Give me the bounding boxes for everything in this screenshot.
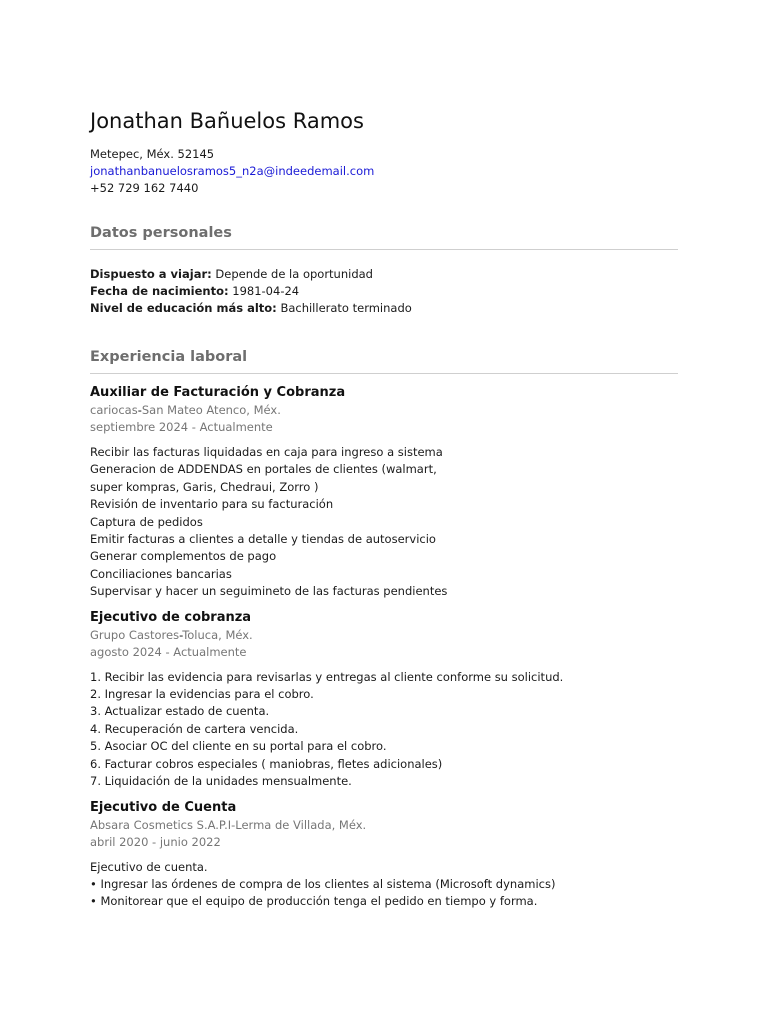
personal-row-travel xyxy=(90,266,678,283)
job-description-line: 2. Ingresar la evidencias para el cobro. xyxy=(90,687,314,702)
job-location: Lerma de Villada, Méx. xyxy=(235,817,367,832)
job-description-line: • Monitorear que el equipo de producción tenga el pedido en tiempo y forma. xyxy=(90,894,538,909)
job-company-line xyxy=(90,817,678,834)
personal-label: Nivel de educación más alto: xyxy=(90,301,277,315)
separator: - xyxy=(137,403,142,417)
job-company: cariocas xyxy=(90,403,138,417)
personal-value: 1981-04-24 xyxy=(232,284,300,298)
job-location: San Mateo Atenco, Méx. xyxy=(141,403,281,417)
job-entry xyxy=(90,799,678,911)
separator: - xyxy=(231,817,236,832)
personal-row-education xyxy=(90,300,678,317)
job-company: Absara Cosmetics S.A.P.I xyxy=(90,817,232,832)
job-description-line: Captura de pedidos xyxy=(90,514,203,529)
job-company-line xyxy=(90,627,678,644)
job-description xyxy=(90,669,678,791)
experience-section-title: Experiencia laboral xyxy=(90,347,678,374)
personal-label: Fecha de nacimiento: xyxy=(90,284,229,298)
job-location: Toluca, Méx. xyxy=(182,627,253,642)
job-title: Ejecutivo de cobranza xyxy=(90,609,252,625)
job-description-line: 3. Actualizar estado de cuenta. xyxy=(90,704,270,719)
job-company: Grupo Castores xyxy=(90,627,180,642)
job-description xyxy=(90,859,678,911)
experience-section xyxy=(90,347,678,911)
job-description-line: Recibir las facturas liquidadas en caja para ingreso a sistema xyxy=(90,445,443,459)
job-description-line: Emitir facturas a clientes a detalle y tiendas de autoservicio xyxy=(90,532,436,547)
personal-value: Depende de la oportunidad xyxy=(215,267,373,281)
job-description xyxy=(90,444,678,601)
job-entry xyxy=(90,609,678,791)
personal-row-birthdate xyxy=(90,283,678,300)
job-company-line xyxy=(90,402,678,419)
job-description-line: Conciliaciones bancarias xyxy=(90,566,232,581)
job-description-line: 6. Facturar cobros especiales ( maniobras, fletes adicionales) xyxy=(90,756,443,771)
job-description-line: Generacion de ADDENDAS en portales de clientes (walmart, xyxy=(90,462,437,477)
job-description-line: • Ingresar las órdenes de compra de los clientes al sistema (Microsoft dynamics) xyxy=(90,876,556,891)
job-dates: agosto 2024 - Actualmente xyxy=(90,644,247,659)
job-description-line: 5. Asociar OC del cliente en su portal para el cobro. xyxy=(90,739,387,754)
personal-list xyxy=(90,266,678,317)
candidate-email-link[interactable]: jonathanbanuelosramos5_n2a@indeedemail.com xyxy=(90,164,375,178)
job-entry xyxy=(90,384,678,601)
job-description-line: Ejecutivo de cuenta. xyxy=(90,859,208,874)
candidate-phone: +52 729 162 7440 xyxy=(90,181,199,195)
separator: - xyxy=(179,627,183,642)
job-description-line: 4. Recuperación de cartera vencida. xyxy=(90,721,299,736)
job-title: Ejecutivo de Cuenta xyxy=(90,799,237,815)
candidate-name: Jonathan Bañuelos Ramos xyxy=(90,109,364,133)
job-dates: abril 2020 - junio 2022 xyxy=(90,834,221,849)
job-description-line: 7. Liquidación de la unidades mensualmente. xyxy=(90,774,352,789)
job-title: Auxiliar de Facturación y Cobranza xyxy=(90,385,346,400)
job-description-line: Supervisar y hacer un seguimineto de las facturas pendientes xyxy=(90,584,448,599)
personal-section-title: Datos personales xyxy=(90,223,678,250)
job-description-line: super kompras, Garis, Chedraui, Zorro ) xyxy=(90,479,319,494)
candidate-location: Metepec, Méx. 52145 xyxy=(90,147,215,161)
job-description-line: Revisión de inventario para su facturación xyxy=(90,497,334,512)
personal-section xyxy=(90,223,678,317)
job-description-line: Generar complementos de pago xyxy=(90,549,277,564)
personal-label: Dispuesto a viajar: xyxy=(90,267,212,281)
job-description-line: 1. Recibir las evidencia para revisarlas y entregas al cliente conforme su solicitud. xyxy=(90,669,564,684)
personal-value: Bachillerato terminado xyxy=(280,301,412,315)
job-dates: septiembre 2024 - Actualmente xyxy=(90,420,273,434)
